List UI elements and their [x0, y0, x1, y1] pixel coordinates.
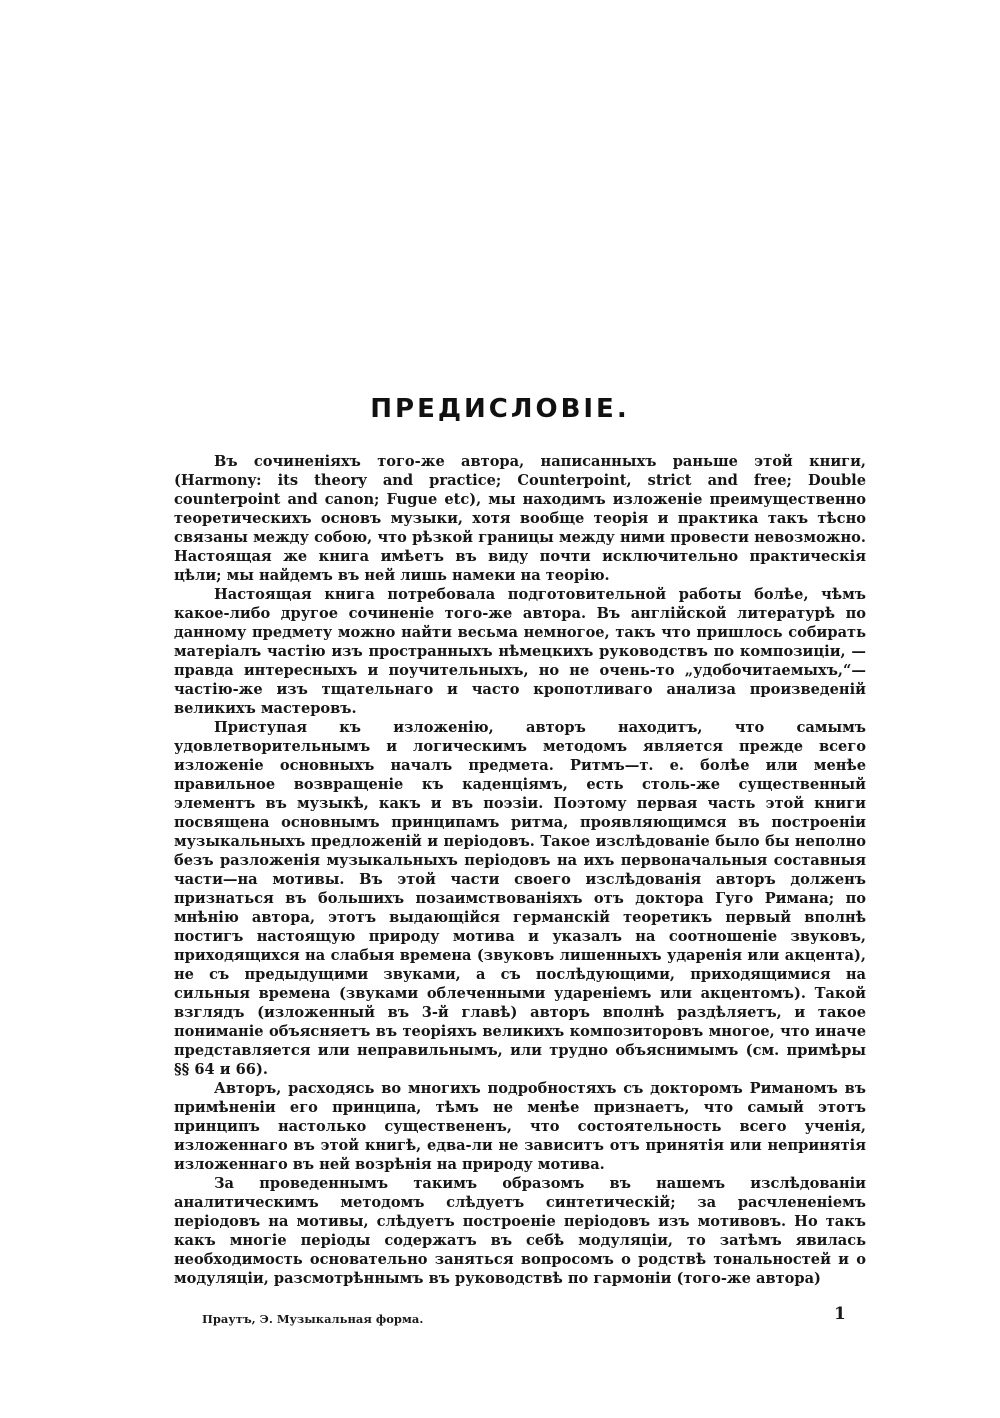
page-title: ПРЕДИСЛОВІЕ.: [370, 394, 630, 424]
preface-text: [174, 452, 866, 1288]
paragraph-5: За проведеннымъ такимъ образомъ въ нашемъ изслѣдованіи аналитическимъ методомъ слѣдуетъ синтетическій; за расчлененіемъ періодовъ на мотивы, слѣдуетъ построеніе періодовъ изъ мотивовъ. Но такъ какъ многіе періоды содержатъ въ себѣ модуляціи, то затѣмъ явилась необходимость основательно заняться вопросомъ о родствѣ тональностей и о модуляціи, разсмотрѣннымъ въ руководствѣ по гармоніи (того-же автора): [174, 1175, 866, 1287]
paragraph-2: Настоящая книга потребовала подготовительной работы болѣе, чѣмъ какое-либо другое сочиненіе того-же автора. Въ англійской литературѣ по данному предмету можно найти весьма немногое, такъ что пришлось собирать матеріалъ частію изъ пространныхъ нѣмецкихъ руководствъ по композиціи, — правда интересныхъ и поучительныхъ, но не очень-то „удобочитаемыхъ,“—частію-же изъ тщательнаго и часто кропотливаго анализа произведеній великихъ мастеровъ.: [174, 586, 866, 717]
page-number: 1: [834, 1304, 846, 1324]
paragraph-1: Въ сочиненіяхъ того-же автора, написанныхъ раньше этой книги, (Harmony: its theory and practice; Counterpoint, strict and free; Double counterpoint and canon; Fugue etc), мы находимъ изложеніе преимущественно теоретическихъ основъ музыки, хотя вообще теорія и практика такъ тѣсно связаны между собою, что рѣзкой границы между ними провести невозможно. Настоящая же книга имѣетъ въ виду почти исключительно практическія цѣли; мы найдемъ въ ней лишь намеки на теорію.: [174, 453, 866, 584]
paragraph-4: Авторъ, расходясь во многихъ подробностяхъ съ докторомъ Риманомъ въ примѣненіи его принципа, тѣмъ не менѣе признаетъ, что самый этотъ принципъ настолько существененъ, что состоятельность всего ученія, изложеннаго въ этой книгѣ, едва-ли не зависитъ отъ принятія или непринятія изложеннаго въ ней возрѣнія на природу мотива.: [174, 1080, 866, 1173]
running-footer-title: Праутъ, Э. Музыкальная форма.: [202, 1312, 424, 1326]
paragraph-3: Приступая къ изложенію, авторъ находитъ, что самымъ удовлетворительнымъ и логическимъ методомъ является прежде всего изложеніе основныхъ началъ предмета. Ритмъ—т. е. болѣе или менѣе правильное возвращеніе къ каденціямъ, есть столь-же существенный элементъ въ музыкѣ, какъ и въ поэзіи. Поэтому первая часть этой книги посвящена основнымъ принципамъ ритма, проявляющимся въ построеніи музыкальныхъ предложеній и періодовъ. Такое изслѣдованіе было бы неполно безъ разложенія музыкальныхъ періодовъ на ихъ первоначальныя составныя части—на мотивы. Въ этой части своего изслѣдованія авторъ долженъ признаться въ большихъ позаимствованіяхъ отъ доктора Гуго Римана; по мнѣнію автора, этотъ выдающійся германскій теоретикъ первый вполнѣ постигъ настоящую природу мотива и указалъ на соотношеніе звуковъ, приходящихся на слабыя времена (звуковъ лишенныхъ ударенія или акцента), не съ предыдущими звуками, а съ послѣдующими, приходящимися на сильныя времена (звуками облеченными удареніемъ или акцентомъ). Такой взглядъ (изложенный въ 3-й главѣ) авторъ вполнѣ раздѣляетъ, и такое пониманіе объясняетъ въ теоріяхъ великихъ композиторовъ многое, что иначе представляется или неправильнымъ, или трудно объяснимымъ (см. примѣры §§ 64 и 66).: [174, 719, 866, 1078]
